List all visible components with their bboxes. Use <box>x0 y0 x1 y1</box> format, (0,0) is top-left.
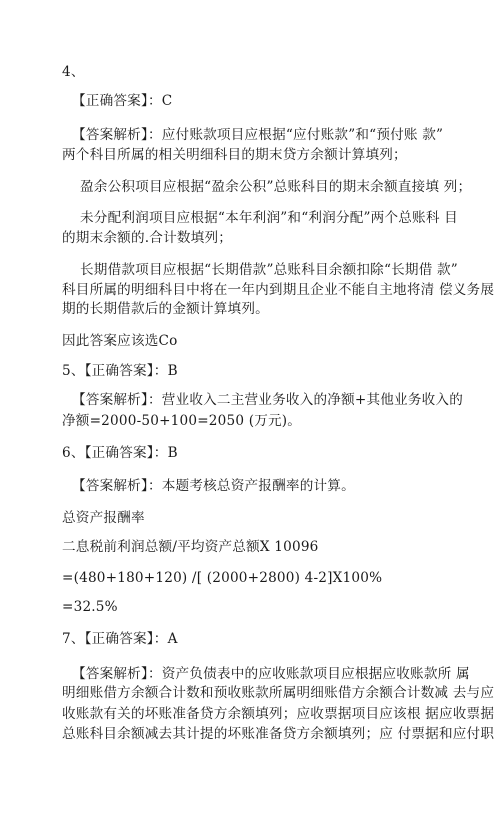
question-5-analysis-line-2: 净额=2000-50+100=2050 (万元)。 <box>62 413 302 429</box>
question-4-conclusion: 因此答案应该选Co <box>62 333 178 349</box>
question-7-answer: 7、【正确答案】：A <box>62 631 178 647</box>
question-4-number: 4、 <box>62 64 85 80</box>
question-6-analysis-line-2: 总资产报酬率 <box>62 510 145 526</box>
question-4-analysis-line-8: 期的长期借款后的金额计算填列。 <box>62 301 269 317</box>
question-7-analysis-line-3: 收账款有关的坏账准备贷方余额填列；应收票据项目应该根 据应收票据 <box>62 706 495 722</box>
question-6-analysis-line-3: 二息税前利润总额/平均资产总额X 10096 <box>62 539 319 555</box>
question-6-answer: 6、【正确答案】：B <box>62 445 178 461</box>
question-6-analysis-line-1: 【答案解析】：本题考核总资产报酬率的计算。 <box>72 478 355 494</box>
question-6-analysis-line-5: =32.5% <box>62 599 118 615</box>
question-7-analysis-line-2: 明细账借方余额合计数和预收账款所属明细账借方余额合计数减 去与应 <box>62 685 495 701</box>
question-4-analysis-line-1: 【答案解析】：应付账款项目应根据“应付账款”和“预付账 款” <box>72 127 444 143</box>
question-4-analysis-line-6: 长期借款项目应根据“长期借款”总账科目余额扣除“长期借 款” <box>80 262 458 278</box>
question-5-analysis-line-1: 【答案解析】：营业收入二主营业务收入的净额+其他业务收入的 <box>72 392 464 408</box>
question-7-analysis-line-1: 【答案解析】：资产负债表中的应收账款项目应根据应收账款所 属 <box>72 666 470 682</box>
question-7-analysis-line-4: 总账科目余额减去其计提的坏账准备贷方余额填列；应 付票据和应付职 <box>62 726 495 742</box>
question-4-analysis-line-2: 两个科目所属的相关明细科目的期末贷方余额计算填列； <box>62 147 407 163</box>
question-5-answer: 5、【正确答案】：B <box>62 363 178 379</box>
question-4-answer: 【正确答案】：C <box>72 93 173 109</box>
question-6-analysis-line-4: =(480+180+120) /[ (2000+2800) 4-2]X100% <box>62 570 383 586</box>
question-4-analysis-line-7: 科目所属的明细科目中将在一年内到期且企业不能自主地将清 偿义务展 <box>62 282 495 298</box>
question-4-analysis-line-4: 未分配利润项目应根据“本年利润”和“利润分配”两个总账科 目 <box>80 210 458 226</box>
question-4-analysis-line-5: 的期末余额的.合计数填列； <box>62 230 233 246</box>
question-4-analysis-line-3: 盈余公积项目应根据“盈余公积”总账科目的期末余额直接填 列； <box>80 179 472 195</box>
